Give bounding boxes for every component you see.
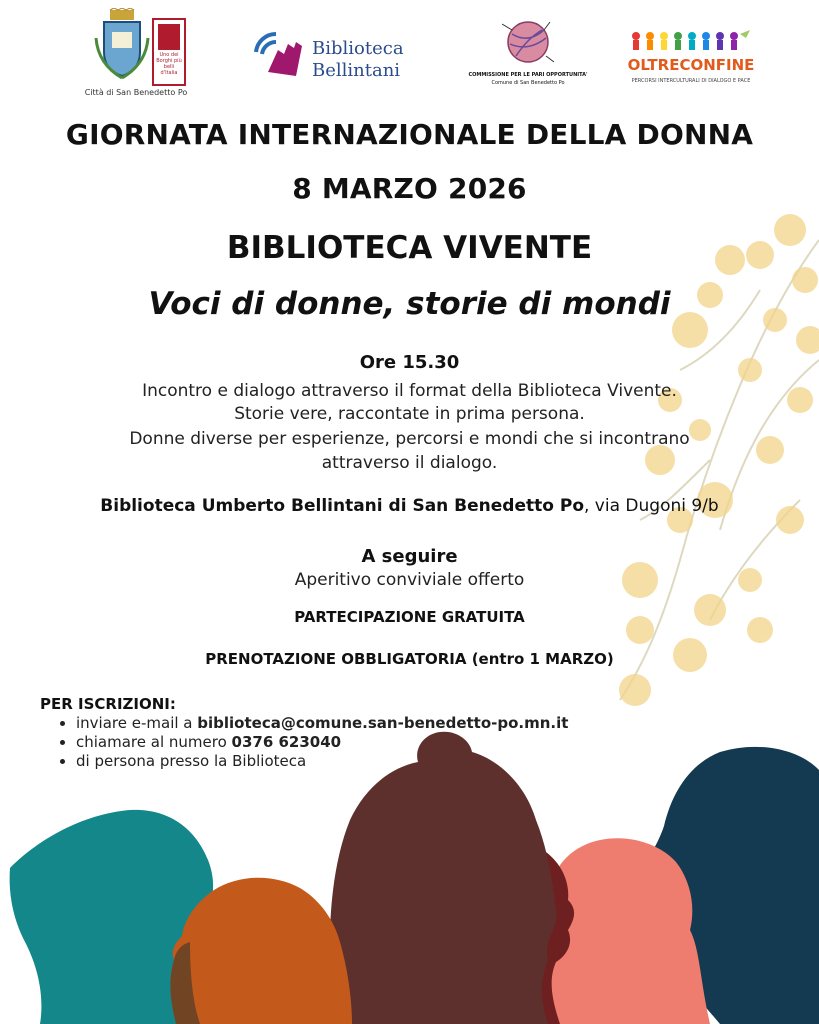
- list-item: • di persona presso la Biblioteca: [76, 752, 660, 771]
- title-line1: GIORNATA INTERNAZIONALE DELLA DONNA: [65, 118, 754, 151]
- list-item: • inviare e-mail a biblioteca@comune.san-benedetto-po.mn.it: [76, 714, 660, 733]
- biblioteca-logo-line1: Biblioteca: [312, 38, 404, 59]
- comune-caption: Città di San Benedetto Po: [84, 88, 188, 97]
- oltreconfine-sub: PERCORSI INTERCULTURALI DI DIALOGO E PACE: [631, 78, 751, 84]
- biblioteca-bellintani-logo: [250, 8, 420, 100]
- yarn-ball-icon: [498, 14, 558, 70]
- people-chain-icon: [628, 30, 754, 52]
- comune-logo: [84, 8, 188, 100]
- event-time: Ore 15.30: [359, 352, 460, 373]
- commissione-line1: COMMISSIONE PER LE PARI OPPORTUNITA': [468, 72, 588, 78]
- description-line1: Incontro e dialogo attraverso il format della Biblioteca Vivente.: [142, 381, 677, 401]
- registration-title: PER ISCRIZIONI:: [40, 695, 176, 713]
- commissione-line2: Comune di San Benedetto Po: [491, 80, 565, 86]
- wifi-hand-icon: [250, 28, 310, 88]
- biblioteca-logo-line2: Bellintani: [312, 60, 401, 81]
- title-date: 8 MARZO 2026: [292, 172, 527, 205]
- after-title: A seguire: [361, 546, 458, 567]
- borghi-badge: [152, 18, 186, 86]
- after-text: Aperitivo conviviale offerto: [294, 570, 525, 590]
- email-link[interactable]: biblioteca@comune.san-benedetto-po.mn.it: [197, 714, 569, 732]
- list-item: • chiamare al numero 0376 623040: [76, 733, 660, 752]
- venue: [0, 496, 819, 516]
- booking-deadline: (entro 1 MARZO): [466, 650, 614, 668]
- women-silhouettes: [0, 730, 819, 1024]
- venue-name: Biblioteca Umberto Bellintani di San Benedetto Po: [100, 496, 584, 516]
- booking: [0, 650, 819, 668]
- booking-required: PRENOTAZIONE OBBLIGATORIA: [205, 650, 467, 668]
- coat-of-arms-icon: [90, 8, 154, 86]
- oltreconfine-name: OLTRECONFINE: [627, 56, 755, 74]
- oltreconfine-logo: [626, 8, 756, 100]
- venue-address: , via Dugoni 9/b: [584, 496, 719, 516]
- phone-number[interactable]: 0376 623040: [231, 733, 342, 751]
- silhouette-maroon: [330, 732, 557, 1024]
- event-tagline: Voci di donne, storie di mondi: [148, 286, 671, 322]
- description-line3: Donne diverse per esperienze, percorsi e mondi che si incontrano: [129, 429, 690, 449]
- description-line4: attraverso il dialogo.: [321, 453, 498, 473]
- free-participation: PARTECIPAZIONE GRATUITA: [294, 608, 525, 626]
- borghi-text: Uno dei Borghi più belli d'Italia: [156, 52, 182, 76]
- description-line2: Storie vere, raccontate in prima persona.: [234, 404, 585, 424]
- commissione-logo: [468, 8, 588, 100]
- event-name: BIBLIOTECA VIVENTE: [226, 230, 593, 266]
